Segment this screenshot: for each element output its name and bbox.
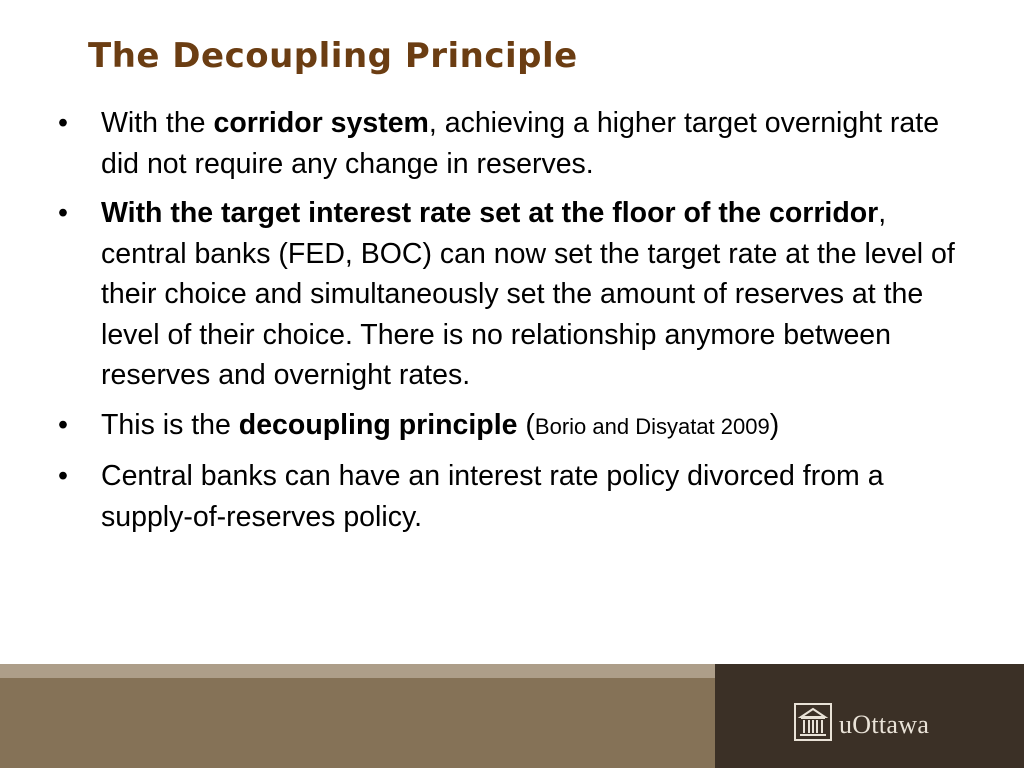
- bullet-item: [58, 193, 978, 396]
- logo-text: uOttawa: [839, 710, 930, 739]
- building-icon: [793, 702, 833, 742]
- bullet-text: , achieving a higher target overnight rate did not require any change in reserves.: [101, 107, 940, 180]
- bullet-list: [58, 103, 978, 546]
- bullet-bold-text: decoupling principle: [238, 408, 518, 441]
- slide-title: The Decoupling Principle: [88, 36, 578, 76]
- bullet-dot: •: [58, 408, 68, 441]
- university-logo: [715, 664, 1024, 768]
- bullet-text: ): [769, 408, 780, 441]
- footer-band: [0, 678, 715, 768]
- bullet-bold-text: corridor system: [213, 107, 429, 139]
- bullet-text: This is the: [101, 408, 239, 441]
- bullet-text: Central banks can have an interest rate policy divorced from a supply-of-reserves policy.: [101, 460, 884, 533]
- bullet-item: [58, 103, 978, 184]
- bullet-dot: •: [58, 107, 68, 139]
- bullet-bold-text: With the target interest rate set at the floor of the corridor: [101, 197, 879, 229]
- bullet-text: With the: [101, 107, 214, 139]
- bullet-item: [58, 456, 978, 537]
- citation-text: Borio and Disyatat 2009: [534, 413, 770, 439]
- bullet-text: (: [517, 408, 535, 441]
- bullet-dot: •: [58, 197, 68, 229]
- bullet-text: , central banks (FED, BOC) can now set the target rate at the level of their choice and simultaneously set the amount of reserves at the level of their choice. There is no relationship anymore between reserves and overnight rates.: [101, 197, 955, 391]
- bullet-dot: •: [58, 460, 68, 492]
- bullet-item: [58, 405, 978, 448]
